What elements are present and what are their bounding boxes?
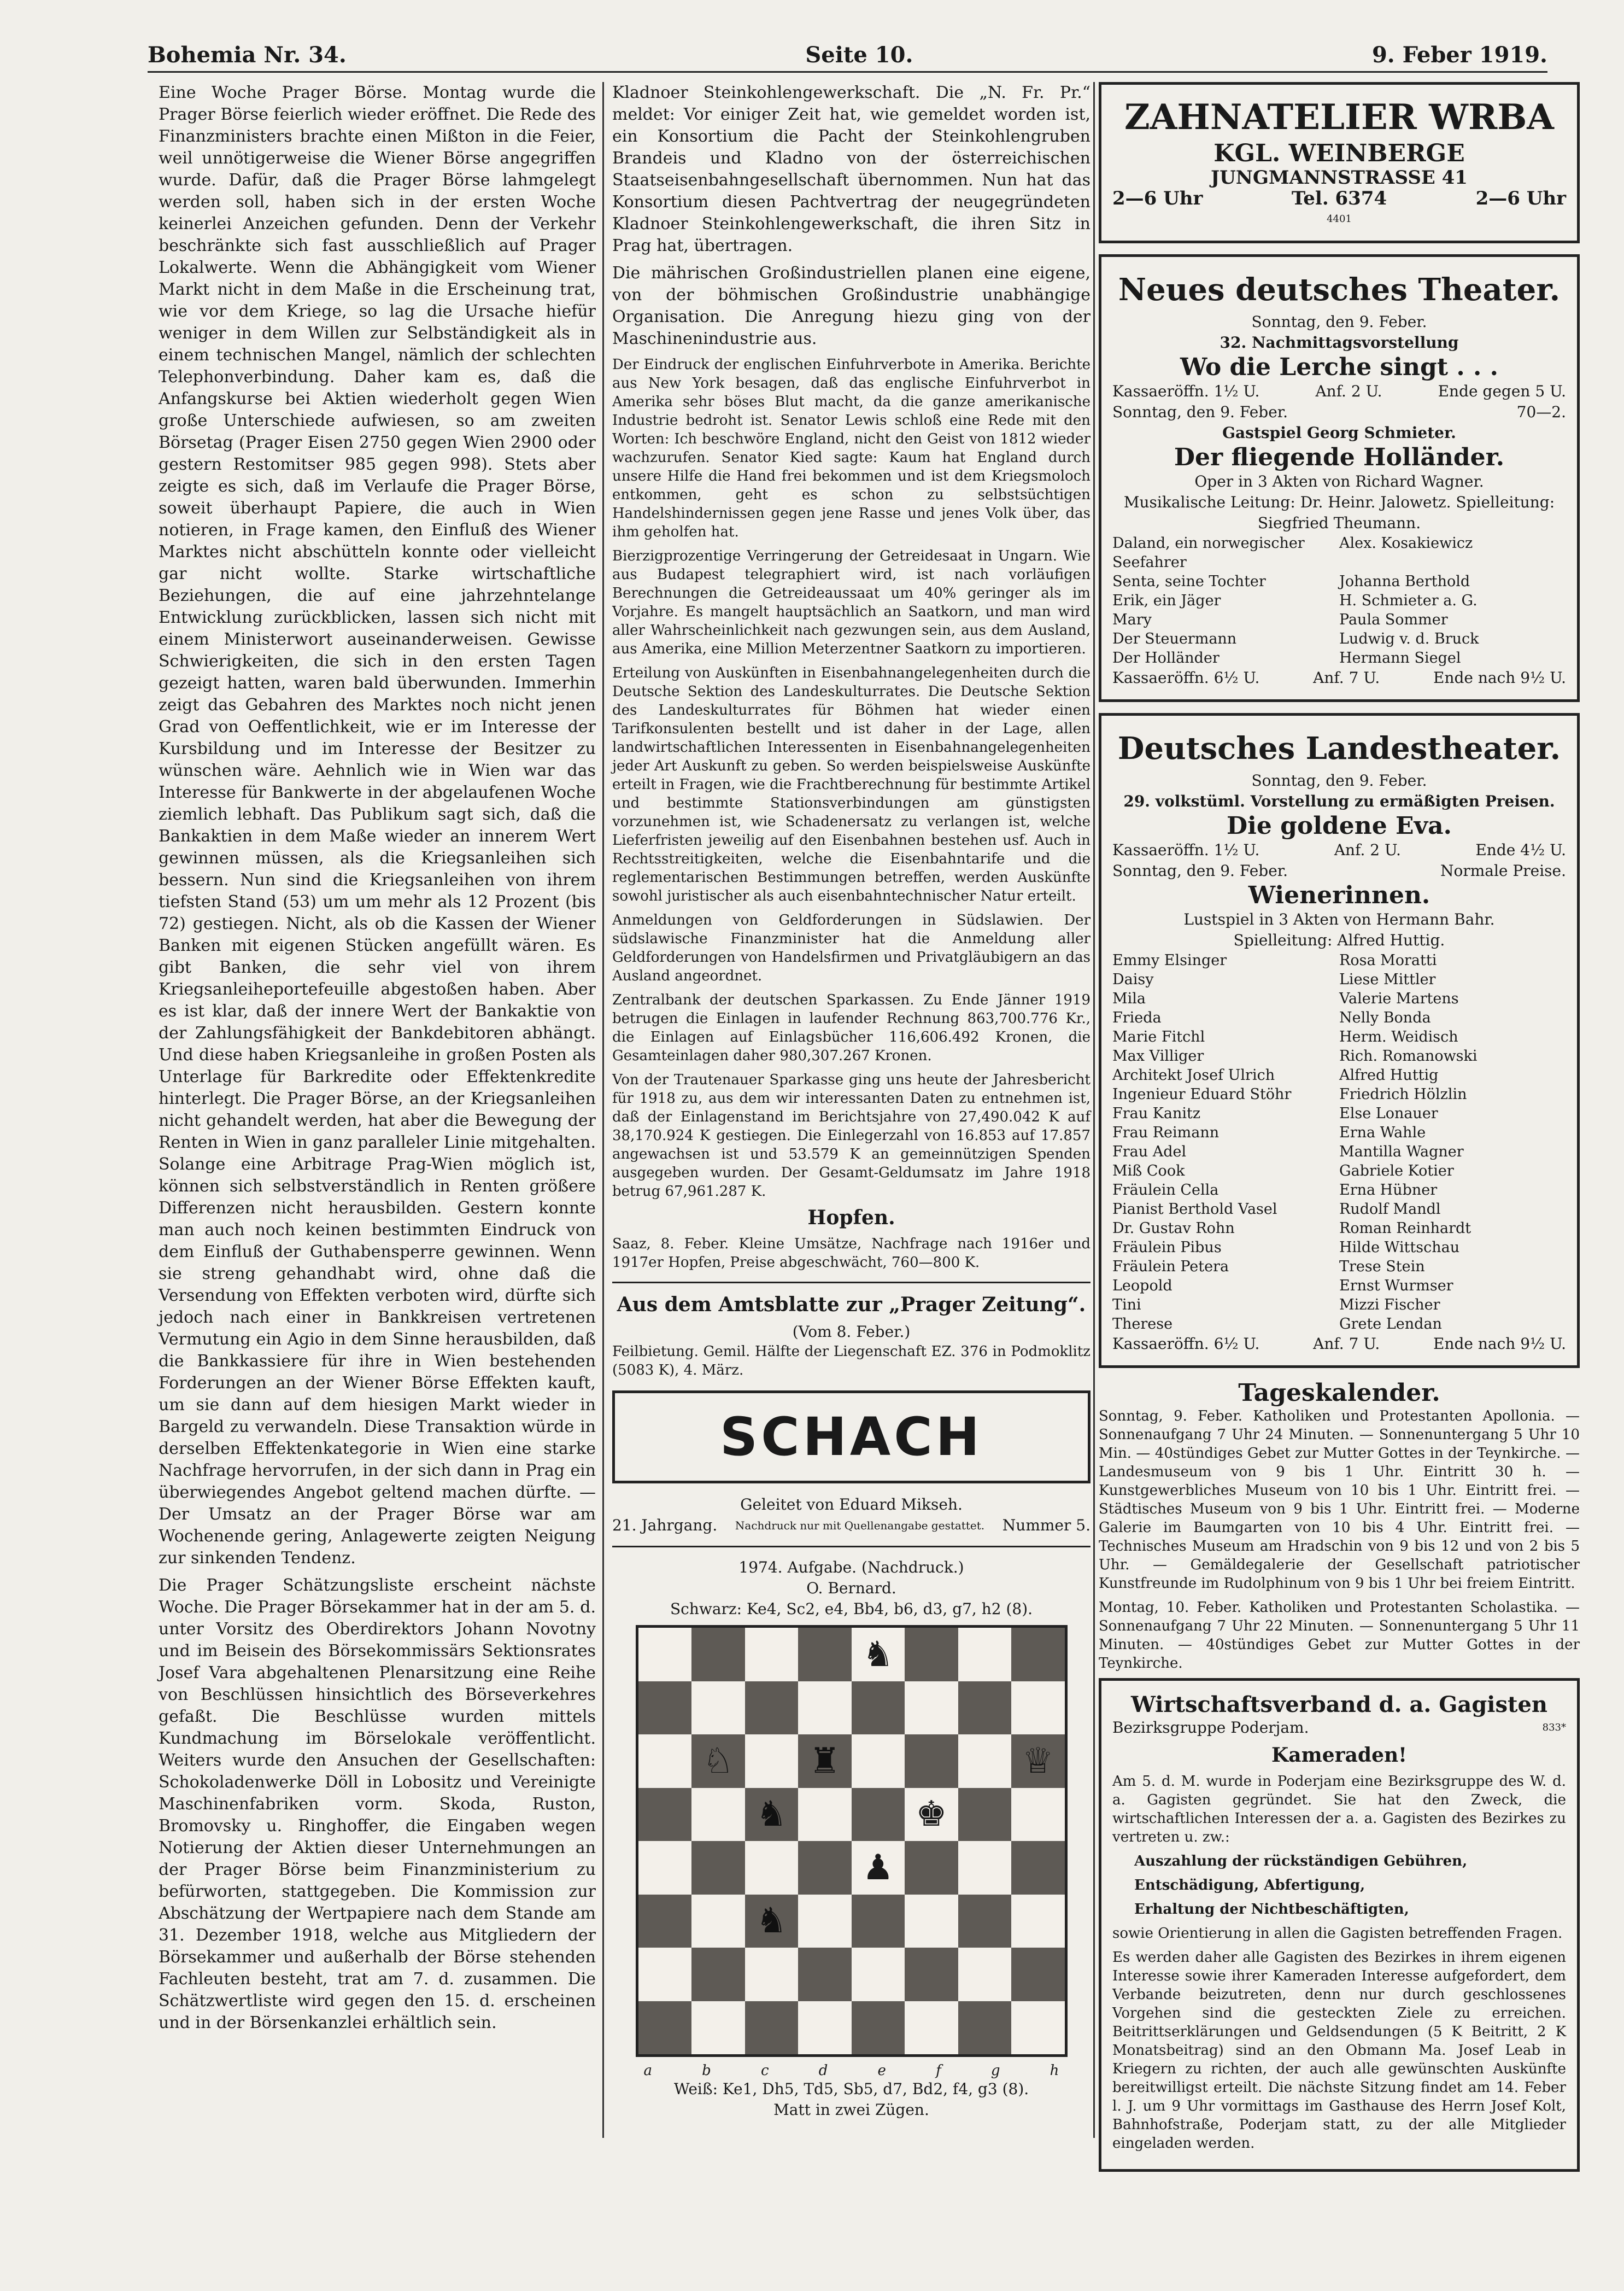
chess-square — [958, 1895, 1012, 1948]
chess-square — [745, 1681, 799, 1735]
chess-square — [1011, 2001, 1065, 2055]
cast-role: Fräulein Petera — [1112, 1258, 1229, 1275]
chess-square — [852, 2001, 905, 2055]
cast-actor: Grete Lendan — [1339, 1316, 1442, 1332]
chess-file-label: a — [643, 2062, 653, 2079]
cast-role: Mary — [1112, 611, 1152, 628]
cast-actor: Mantilla Wagner — [1339, 1143, 1464, 1160]
wirtschaft-code: 833* — [1542, 1722, 1566, 1733]
chess-square — [905, 1628, 958, 1681]
times-kassa: Kassaeröffn. 6½ U. — [1112, 1335, 1260, 1353]
cast-actor: H. Schmieter a. G. — [1339, 592, 1478, 609]
chess-square — [745, 2001, 799, 2055]
cast-role: Daland, ein norwegischer Seefahrer — [1112, 535, 1305, 571]
chess-file-label: c — [760, 2062, 769, 2079]
ad-wirtschaftsverband — [1099, 1678, 1580, 2172]
chess-square — [638, 1734, 692, 1788]
chess-square — [798, 1734, 852, 1788]
ndt-play1: Wo die Lerche singt . . . — [1180, 353, 1498, 381]
cast-actor: Roman Reinhardt — [1339, 1220, 1471, 1237]
cast-role: Max Villiger — [1112, 1048, 1204, 1065]
cast-role: Ingenieur Eduard Stöhr — [1112, 1086, 1292, 1103]
chess-square — [852, 1788, 905, 1842]
times-ende: Ende nach 9½ U. — [1433, 669, 1566, 687]
cast-role: Senta, seine Tochter — [1112, 573, 1266, 590]
times-ende: Ende nach 9½ U. — [1433, 1335, 1566, 1353]
chess-square — [638, 1895, 692, 1948]
schach-nachdruck: Nachdruck nur mit Quellenangabe gestattet. — [735, 1519, 985, 1532]
dlt-vorstellung: 29. volkstüml. Vorstellung zu ermäßigten Preisen. — [1123, 792, 1555, 810]
dlt-play1: Die goldene Eva. — [1226, 812, 1452, 840]
chess-square — [638, 1681, 692, 1735]
ndt-date2-line — [1112, 402, 1566, 423]
wirtschaft-text2: sowie Orientierung in allen die Gagisten betreffenden Fragen. — [1112, 1925, 1563, 1942]
chess-square — [1011, 1895, 1065, 1948]
chess-file-label: g — [990, 2062, 1000, 2079]
schach-nummer: Nummer 5. — [1002, 1516, 1091, 1534]
ndt-cast-list — [1112, 534, 1566, 668]
chess-square — [958, 1681, 1012, 1735]
cast-actor: Rosa Moratti — [1339, 952, 1437, 969]
chess-square — [745, 1628, 799, 1681]
cast-role: Tini — [1112, 1296, 1141, 1313]
cast-role: Frieda — [1112, 1009, 1162, 1026]
wirtschaft-sub: Bezirksgruppe Poderjam. — [1112, 1719, 1309, 1737]
chess-square — [905, 1895, 958, 1948]
chess-square — [691, 1895, 745, 1948]
chess-square — [745, 1841, 799, 1895]
wirtschaft-text1: Am 5. d. M. wurde in Poderjam eine Bezirksgruppe des W. d. a. Gagisten gegründet. Sie hat den Zweck, die wirtschaftlichen Interessen der a. a. Gagisten des Bezirkes zu vertreten u. zw.: — [1112, 1773, 1566, 1845]
article-hopfen: Saaz, 8. Feber. Kleine Umsätze, Nachfrage nach 1916er und 1917er Hopfen, Preise abgeschwächt, 760—800 K. — [612, 1236, 1091, 1271]
chess-square — [905, 2001, 958, 2055]
chess-square — [1011, 1734, 1065, 1788]
issue-date: 9. Feber 1919. — [1371, 42, 1547, 68]
chess-square — [958, 1841, 1012, 1895]
wirtschaft-sub-line — [1112, 1717, 1566, 1738]
chess-square — [905, 1841, 958, 1895]
chess-piece: ♚ — [916, 1794, 947, 1835]
cast-role: Frau Kanitz — [1112, 1105, 1201, 1122]
cast-actor: Gabriele Kotier — [1339, 1162, 1454, 1179]
chess-square — [798, 1628, 852, 1681]
cast-actor: Liese Mittler — [1339, 971, 1436, 988]
article-amtsblatt: Feilbietung. Gemil. Hälfte der Liegenschaft EZ. 376 in Podmoklitz (5083 K), 4. März. — [612, 1343, 1091, 1378]
ndt-date: Sonntag, den 9. Feber. — [1251, 313, 1427, 331]
cast-actor: Alex. Kosakiewicz — [1339, 535, 1473, 552]
column-economy — [612, 82, 1091, 2138]
chess-square — [1011, 1841, 1065, 1895]
cast-role: Dr. Gustav Rohn — [1112, 1220, 1235, 1237]
divider — [612, 1282, 1091, 1283]
chess-board — [636, 1625, 1068, 2057]
wirtschaft-kamerad: Kameraden! — [1271, 1744, 1407, 1767]
chess-square — [745, 1895, 799, 1948]
article-boerse: Eine Woche Prager Börse. Montag wurde die Prager Börse feierlich wieder eröffnet. Die Rede des Finanzministers brachte einen Mißton in die Feier, weil unnötigerweise die Wiener Börse angegriffen wurde. Dafür, daß die Prager Börse lahmgelegt werden soll, haben sich in der ersten Woche keinerlei Anzeichen gefunden. Denn der Verkehr beschränkte sich fast ausschließlich auf Prager Lokalwerte. Wenn die Abhängigkeit vom Wiener Markt nicht in dem Maße in die Erscheinung trat, wie vor dem Kriege, so lag die Ursache hiefür weniger in dem Willen zur Selbständigkeit als in einem technischen Mangel, nämlich der schlechten Telephonverbindung. Daher kam es, daß die Anfangskurse bei Aktien wiederholt gegen Wien große Unterschiede aufwiesen, so am zweiten Börsetag (Prager Eisen 2750 gegen Wien 2900 oder gestern Restomitser 985 gegen 998). Stets aber zeigte es sich, daß im Verlaufe die Prager Börse, soweit überhaupt Papiere, die auch in Wien notieren, in Frage kamen, den Einfluß des Wiener Marktes nicht abschütteln konnte oder vielleicht gar nicht wollte. Starke wirtschaftliche Beziehungen, die auf eine jahrzehntelange Entwicklung zurückblicken, lassen sich nicht mit einem Ministerwort auseinanderweisen. Gewisse Schwierigkeiten, die sich in den ersten Tagen gezeigt hatten, waren bald überwunden. Immerhin zeigt das Gebahren des Marktes noch nicht jenen Grad von Oeffentlichkeit, wie er im Interesse der Kursbildung und im Interesse der Besitzer zu wünschen wäre. Aehnlich wie in Wien war das Interesse für Bankwerte in der abgelaufenen Woche ziemlich lebhaft. Das Publikum sagt sich, daß die Bankaktien in dem Maße wieder an innerem Wert gewinnen müssen, als die Kriegsanleihen sich bessern. Nun sind die Kriegsanleihen von ihrem tiefsten Stand (53) um um mehr als 12 Prozent (bis 72) gestiegen. Nicht, als ob die Kassen der Wiener Banken mit eigenen Stücken angefüllt wären. Es gibt Banken, die sehr viel von ihrem Kriegsanleiheportefeuille abgestoßen haben. Aber es ist klar, daß der innere Wert der Bankaktie von der Zahlungsfähigkeit der Bankdebitoren abhängt. Und diese haben Kriegsanleihe in großen Posten als Unterlage für Barkredite oder Effektenkredite hinterlegt. Die Prager Börse, an der Kriegsanleihen nicht gehandelt werden, hat aber die Bewegung der Renten in Wien in ganz paralleler Linie mitgehalten. Solange eine Arbitrage Prag-Wien möglich ist, können sich selbstverständlich in Renten größere Differenzen nicht herausbilden. Gestern konnte man auch noch keinen bestimmten Eindruck von dem Einfluß der Guthabensperre gewinnen. Wenn sie streng gehandhabt wird, ohne daß die Versendung von Effekten verboten wird, dürfte sich jedoch nach einer in Bankkreisen vertretenen Vermutung ein Agio in dem Sinne herausbilden, daß die Bankkassiere für ihre in Wien bestehenden Forderungen an der Wiener Börse Effekten kauft, um sie dann auf dem hiesigen Markt wieder in Bargeld zu verwandeln. Diese Transaktion würde in derselben Effektenkategorie in Wien eine starke Nachfrage hervorrufen, in der sich dann in Prag ein überwiegendes Angebot geltend machen dürfte. — Der Umsatz an der Prager Börse war am Wochenende gering, Anlagewerte zeigten Neigung zur sinkenden Tendenz. — [159, 83, 596, 1568]
schach-task: Matt in zwei Zügen. — [773, 2101, 929, 2119]
tageskalender-sunday: Sonntag, 9. Feber. Katholiken und Protestanten Apollonia. — Sonnenaufgang 7 Uhr 24 Minuten. — Sonnenuntergang 5 Uhr 10 Min. — 40stündiges Gebet zur Mutter Gottes in der Teynkirche. — Landesmuseum von 9 bis 1 Uhr. Eintritt 30 h. — Kunstgewerbliches Museum von 10 bis 1 Uhr. Eintritt frei. — Städtisches Museum von 9 bis 1 Uhr. Eintritt frei. — Moderne Galerie im Baumgarten von 10 bis 4 Uhr. Eintritt frei. — Technisches Museum am Hradschin von 9 bis 12 und von 2 bis 5 Uhr. — Gemäldegalerie der Gesellschaft patriotischer Kunstfreunde im Rudolphinum von 9 bis 1 Uhr bei freiem Eintritt. — [1099, 1408, 1580, 1592]
amtsblatt-heading: Aus dem Amtsblatte zur „Prager Zeitung“. — [617, 1293, 1086, 1316]
chess-square — [691, 1948, 745, 2001]
chess-square — [691, 1628, 745, 1681]
cast-actor: Paula Sommer — [1339, 611, 1448, 628]
chess-square — [852, 1628, 905, 1681]
article-landeskulturrat: Erteilung von Auskünften in Eisenbahnangelegenheiten durch die Deutsche Sektion des Landeskulturrates. Die Deutsche Sektion des Landeskulturrates für Böhmen hat wieder einen Tarifkonsulenten bestellt und ist daher in der Lage, allen landwirtschaftlichen Interessenten in Eisenbahnangelegenheiten jeder Art Auskunft zu geben. So werden beispielsweise Auskünfte erteilt in Fragen, wie die Frachtberechnung für bestimmte Artikel und bestimmte Stationsverbindungen am günstigsten vorzunehmen ist, wie Schadenersatz zu verlangen ist, welche Lieferfristen jeweilig auf den Eisenbahnen bestehen usf. Auch in Rechtsstreitigkeiten, welche die Eisenbahntarife und die reglementarischen Bestimmungen betreffen, werden Auskünfte sowohl juristischer als auch eisenbahntechnischer Natur erteilt. — [612, 665, 1091, 904]
cast-role: Therese — [1112, 1316, 1173, 1332]
tageskalender-monday: Montag, 10. Feber. Katholiken und Protestanten Scholastika. — Sonnenaufgang 7 Uhr 22 Minuten. — Sonnenuntergang 5 Uhr 11 Minuten. — 40stündiges Gebet zur Mutter Gottes in der Teynkirche. — [1099, 1599, 1580, 1672]
chess-square — [745, 1948, 799, 2001]
chess-square — [852, 1841, 905, 1895]
chess-square — [745, 1734, 799, 1788]
ad-zahnatelier-sub: KGL. WEINBERGE — [1213, 139, 1465, 167]
cast-role: Marie Fitchl — [1112, 1028, 1205, 1045]
times-anfang: Anf. 2 U. — [1334, 841, 1401, 859]
schach-aufgabe: 1974. Aufgabe. (Nachdruck.) — [738, 1558, 964, 1576]
chess-square — [958, 1734, 1012, 1788]
chess-square — [745, 1788, 799, 1842]
cast-actor: Ludwig v. d. Bruck — [1339, 630, 1479, 647]
chess-square — [1011, 1948, 1065, 2001]
dlt-times1 — [1112, 840, 1566, 861]
cast-actor: Valerie Martens — [1339, 990, 1459, 1007]
chess-square — [1011, 1628, 1065, 1681]
ad-landestheater — [1099, 713, 1580, 1368]
cast-role: Leopold — [1112, 1277, 1172, 1294]
cast-role: Pianist Berthold Vasel — [1112, 1201, 1277, 1218]
ndt-leitung: Musikalische Leitung: Dr. Heinr. Jalowetz. Spielleitung: Siegfried Theumann. — [1123, 493, 1555, 532]
cast-role: Fräulein Pibus — [1112, 1239, 1222, 1256]
cast-actor: Hilde Wittschau — [1339, 1239, 1460, 1256]
wirtschaft-list-2: Entschädigung, Abfertigung, — [1134, 1877, 1365, 1893]
cast-role: Frau Adel — [1112, 1143, 1187, 1160]
cast-actor: Friedrich Hölzlin — [1339, 1086, 1467, 1103]
ndt-times2 — [1112, 668, 1566, 688]
dlt-play2-sub: Lustspiel in 3 Akten von Hermann Bahr. — [1183, 910, 1495, 928]
cast-actor: Mizzi Fischer — [1339, 1296, 1440, 1313]
chess-piece: ♟ — [862, 1847, 894, 1888]
chess-square — [798, 1841, 852, 1895]
ad-telephone: Tel. 6374 — [1291, 188, 1387, 209]
dlt-date2-line — [1112, 861, 1566, 881]
times-anfang: Anf. 2 U. — [1315, 382, 1382, 400]
chess-square — [798, 1681, 852, 1735]
article-suedslawien: Anmeldungen von Geldforderungen in Südslawien. Der südslawische Finanzminister hat die Anmeldung aller Geldforderungen von Handelsfirmen und Privatgläubigern an das Ausland angeordnet. — [612, 912, 1091, 984]
cast-actor: Ernst Wurmser — [1339, 1277, 1453, 1294]
ad-hours-left: 2—6 Uhr — [1112, 188, 1203, 209]
ndt-date2: Sonntag, den 9. Feber. — [1112, 403, 1288, 421]
chess-file-labels — [644, 2062, 1059, 2079]
times-ende: Ende gegen 5 U. — [1438, 382, 1566, 400]
chess-square — [1011, 1788, 1065, 1842]
chess-square — [638, 1628, 692, 1681]
chess-square — [905, 1788, 958, 1842]
cast-role: Emmy Elsinger — [1112, 952, 1227, 969]
cast-actor: Johanna Berthold — [1339, 573, 1470, 590]
chess-square — [1011, 1681, 1065, 1735]
article-zentralbank: Zentralbank der deutschen Sparkassen. Zu Ende Jänner 1919 betrugen die Einlagen in laufender Rechnung 863,700.776 Kr., die Einlagen auf Einlagsbücher 116,606.492 Kronen, die Gesamteinlagen daher 980,307.267 Kronen. — [612, 992, 1091, 1064]
article-kladno: Kladnoer Steinkohlengewerkschaft. Die „N. Fr. Pr.“ meldet: Vor einiger Zeit hat, wie gemeldet worden ist, ein Konsortium die Pacht der Steinkohlengruben Brandeis und Kladno von der österreichischen Staatseisenbahngesellschaft übernommen. Nun hat das Konsortium diesen Pachtvertrag der neugegründeten Kladnoer Steinkohlengewerkschaft, die ihren Sitz in Prag hat, übertragen. — [612, 83, 1091, 255]
dlt-date: Sonntag, den 9. Feber. — [1251, 772, 1427, 790]
cast-actor: Herm. Weidisch — [1339, 1028, 1458, 1045]
cast-role: Mila — [1112, 990, 1146, 1007]
cast-actor: Rudolf Mandl — [1339, 1201, 1441, 1218]
chess-piece: ♜ — [809, 1740, 841, 1781]
wirtschaft-title: Wirtschaftsverband d. a. Gagisten — [1130, 1692, 1548, 1717]
cast-role: Der Holländer — [1112, 650, 1220, 667]
page-number: Seite 10. — [805, 42, 913, 68]
ndt-play2-sub: Oper in 3 Akten von Richard Wagner. — [1194, 472, 1484, 490]
chess-piece: ♕ — [1022, 1740, 1054, 1781]
dlt-times2 — [1112, 1334, 1566, 1354]
cast-actor: Erna Hübner — [1339, 1182, 1438, 1199]
chess-file-label: h — [1050, 2062, 1059, 2079]
cast-actor: Hermann Siegel — [1339, 650, 1461, 667]
times-kassa: Kassaeröffn. 6½ U. — [1112, 669, 1260, 687]
ndt-gast: Gastspiel Georg Schmieter. — [1222, 424, 1456, 442]
divider — [612, 1546, 1091, 1547]
wirtschaft-list-1: Auszahlung der rückständigen Gebühren, — [1134, 1853, 1468, 1869]
chess-square — [852, 1948, 905, 2001]
article-ungarn: Bierzigprozentige Verringerung der Getreidesaat in Ungarn. Wie aus Budapest telegraphiert wird, ist nach vorläufigen Berechnungen die Getreideaussaat um 40% geringer als im Vorjahre. Es mangelt hauptsächlich an Saatkorn, und man wird aller Wahrscheinlichkeit nach gezwungen sein, aus dem Ausland, aus Amerika, eine Million Meterzentner Saatkorn zu importieren. — [612, 548, 1091, 657]
chess-square — [691, 1841, 745, 1895]
chess-square — [798, 2001, 852, 2055]
ndt-title: Neues deutsches Theater. — [1118, 272, 1561, 308]
ad-code: 4401 — [1327, 213, 1352, 225]
chess-square — [958, 1948, 1012, 2001]
chess-square — [638, 1788, 692, 1842]
chess-square — [905, 1681, 958, 1735]
chess-square — [958, 1628, 1012, 1681]
article-amerika: Der Eindruck der englischen Einfuhrverbote in Amerika. Berichte aus New York besagen, daß das englische Einfuhrverbot in Amerika sehr böses Blut macht, da die ganze amerikanische Industrie bedroht ist. Senator Lewis schloß eine Rede mit den Worten: Ich beschwöre England, nicht den Geist von 1812 wieder wachzurufen. Senator Kied sagte: Kaum hat England durch unsere Hilfe die Hand frei bekommen und ist dem Kriegsmoloch entkommen, geht es schon zu selbstsüchtigen Handelshindernissen gegen jene Rasse und jenes Volk über, das ihm geholfen hat. — [612, 356, 1091, 540]
ndt-play2: Der fliegende Holländer. — [1174, 443, 1505, 471]
ndt-code: 70—2. — [1516, 403, 1566, 421]
column-rule — [602, 82, 604, 2138]
article-trautenau: Von der Trautenauer Sparkasse ging uns heute der Jahresbericht für 1918 zu, aus dem wir interessanten Daten zu entnehmen ist, daß der Einlagenstand im Berichtsjahre von 27,490.042 K auf 38,170.924 K gestiegen. Die Einlegerzahl von 16.853 auf 17.857 angewachsen ist und 53.579 K an gemeinnützigen Spenden ausgegeben wurden. Der Gesamt-Geldumsatz im Jahre 1918 betrug 67,961.287 K. — [612, 1072, 1091, 1200]
chess-square — [798, 1895, 852, 1948]
schach-black-pieces: Schwarz: Ke4, Sc2, e4, Bb4, b6, d3, g7, h2 (8). — [670, 1600, 1033, 1618]
hopfen-heading: Hopfen. — [807, 1206, 895, 1229]
times-ende: Ende 4½ U. — [1475, 841, 1566, 859]
chess-square — [638, 1841, 692, 1895]
tageskalender-title: Tageskalender. — [1238, 1379, 1440, 1407]
column-boerse — [159, 82, 596, 2138]
times-anfang: Anf. 7 U. — [1313, 1335, 1380, 1353]
chess-file-label: b — [702, 2062, 711, 2079]
schach-info-line — [612, 1515, 1091, 1536]
ad-zahnatelier — [1099, 82, 1580, 243]
chess-piece: ♞ — [862, 1634, 894, 1675]
wirtschaft-text3: Es werden daher alle Gagisten des Bezirkes in ihrem eigenen Interesse sowie ihrer Kameraden Interesse aufgefordert, dem Verbande beizutreten, denn nur durch geschlossenes Vorgehen sind die gesteckten Ziele zu erreichen. Beitrittserklärungen und Geldsendungen (5 K Beitritt, 2 K Monatsbeitrag) sind an den Obmann Ma. Josef Leab in Kriegern zu richten, der auch alle gewünschten Auskünfte bereitwilligst erteilt. Die nächste Sitzung findet am 14. Feber l. J. um 9 Uhr vormittags im Gasthause des Herrn Josef Kolt, Bahnhofstraße, Poderjam statt, zu der alle Mitglieder eingeladen werden. — [1112, 1949, 1566, 2152]
schach-banner: SCHACH — [612, 1390, 1091, 1483]
dlt-preise: Normale Preise. — [1440, 862, 1566, 880]
times-kassa: Kassaeröffn. 1½ U. — [1112, 841, 1260, 859]
chess-square — [905, 1948, 958, 2001]
article-maehrisch: Die mährischen Großindustriellen planen eine eigene, von der böhmischen Großindustrie unabhängige Organisation. Die Anregung hiezu ging von der Maschinenindustrie aus. — [612, 264, 1091, 348]
cast-actor: Nelly Bonda — [1339, 1009, 1431, 1026]
chess-square — [638, 1948, 692, 2001]
page-header — [148, 38, 1547, 73]
chess-file-label: e — [877, 2062, 886, 2079]
cast-role: Erik, ein Jäger — [1112, 592, 1221, 609]
cast-actor: Else Lonauer — [1339, 1105, 1438, 1122]
cast-role: Der Steuermann — [1112, 630, 1237, 647]
article-schaetzungsliste: Die Prager Schätzungsliste erscheint nächste Woche. Die Prager Börsekammer hat in der am 5. d. unter Vorsitz des Oberdirektors Johann Novotny und im Beisein des Börsekommissärs Sektionsrates Josef Vara abgehaltenen Plenarsitzung eine Reihe von Beschlüssen hinsichtlich des Börseverkehres gefaßt. Die Beschlüsse wurden mittels Kundmachung im Börselokale veröffentlicht. Weiters wurde den Ansuchen der Gesellschaften: Schokoladenwerke Döll in Lobositz und Vereinigte Maschinenfabriken vorm. Skoda, Ruston, Bromovsky u. Ringhoffer, die Eingaben wegen Notierung der Aktien dieser Unternehmungen an der Prager Börse beim Finanzministerium zu befürworten, stattgegeben. Die Kommission zur Abschätzung der Wertpapiere nach dem Stande am 31. Dezember 1918, welche aus Mitgliedern der Börsekammer und außerhalb der Börse stehenden Fachleuten besteht, trat am 7. d. zusammen. Die Schätzwertliste wird gegen den 15. d. erscheinen und in der Börsenkanzlei erhältlich sein. — [159, 1576, 596, 2032]
ad-zahnatelier-street: JUNGMANNSTRASSE 41 — [1211, 167, 1468, 189]
chess-piece: ♞ — [755, 1794, 787, 1835]
ad-hours-right: 2—6 Uhr — [1475, 188, 1566, 209]
chess-square — [638, 2001, 692, 2055]
chess-square — [691, 1681, 745, 1735]
ad-neues-theater — [1099, 254, 1580, 702]
amtsblatt-date: (Vom 8. Feber.) — [792, 1323, 911, 1341]
dlt-date2: Sonntag, den 9. Feber. — [1112, 862, 1288, 880]
column-ads — [1099, 82, 1580, 2152]
tageskalender — [1099, 1379, 1580, 1673]
dlt-title: Deutsches Landestheater. — [1117, 730, 1561, 767]
cast-role: Frau Reimann — [1112, 1124, 1220, 1141]
chess-square — [691, 1734, 745, 1788]
dlt-leitung: Spielleitung: Alfred Huttig. — [1233, 931, 1445, 949]
dlt-cast-list — [1112, 951, 1566, 1334]
ndt-times1 — [1112, 381, 1566, 402]
masthead-left: Bohemia Nr. 34. — [148, 42, 347, 68]
cast-actor: Alfred Huttig — [1339, 1067, 1439, 1084]
chess-square — [852, 1734, 905, 1788]
chess-square — [958, 2001, 1012, 2055]
times-anfang: Anf. 7 U. — [1313, 669, 1380, 687]
chess-square — [798, 1788, 852, 1842]
chess-file-label: d — [818, 2062, 828, 2079]
cast-role: Daisy — [1112, 971, 1154, 988]
column-rule — [1093, 82, 1095, 2138]
schach-author: O. Bernard. — [806, 1579, 896, 1597]
chess-square — [691, 2001, 745, 2055]
cast-role: Architekt Josef Ulrich — [1112, 1067, 1275, 1084]
schach-jahrgang: 21. Jahrgang. — [612, 1516, 718, 1534]
schach-editor: Geleitet von Eduard Mikseh. — [740, 1495, 963, 1513]
cast-actor: Erna Wahle — [1339, 1124, 1426, 1141]
chess-file-label: f — [936, 2062, 941, 2079]
chess-piece: ♞ — [755, 1901, 787, 1942]
chess-piece: ♘ — [702, 1740, 734, 1781]
cast-role: Miß Cook — [1112, 1162, 1185, 1179]
chess-square — [905, 1734, 958, 1788]
cast-actor: Trese Stein — [1339, 1258, 1425, 1275]
cast-actor: Rich. Romanowski — [1339, 1048, 1478, 1065]
times-kassa: Kassaeröffn. 1½ U. — [1112, 382, 1260, 400]
chess-square — [958, 1788, 1012, 1842]
dlt-play2: Wienerinnen. — [1248, 881, 1430, 909]
chess-square — [852, 1895, 905, 1948]
cast-role: Fräulein Cella — [1112, 1182, 1219, 1199]
chess-square — [691, 1788, 745, 1842]
ad-zahnatelier-title: ZAHNATELIER WRBA — [1124, 97, 1554, 138]
ndt-vorstellung: 32. Nachmittagsvorstellung — [1220, 334, 1459, 352]
chess-square — [798, 1948, 852, 2001]
wirtschaft-list-3: Erhaltung der Nichtbeschäftigten, — [1134, 1901, 1409, 1918]
chess-square — [852, 1681, 905, 1735]
schach-white-pieces: Weiß: Ke1, Dh5, Td5, Sb5, d7, Bd2, f4, g3 (8). — [673, 2080, 1029, 2098]
ad-zahnatelier-hours — [1112, 188, 1566, 209]
